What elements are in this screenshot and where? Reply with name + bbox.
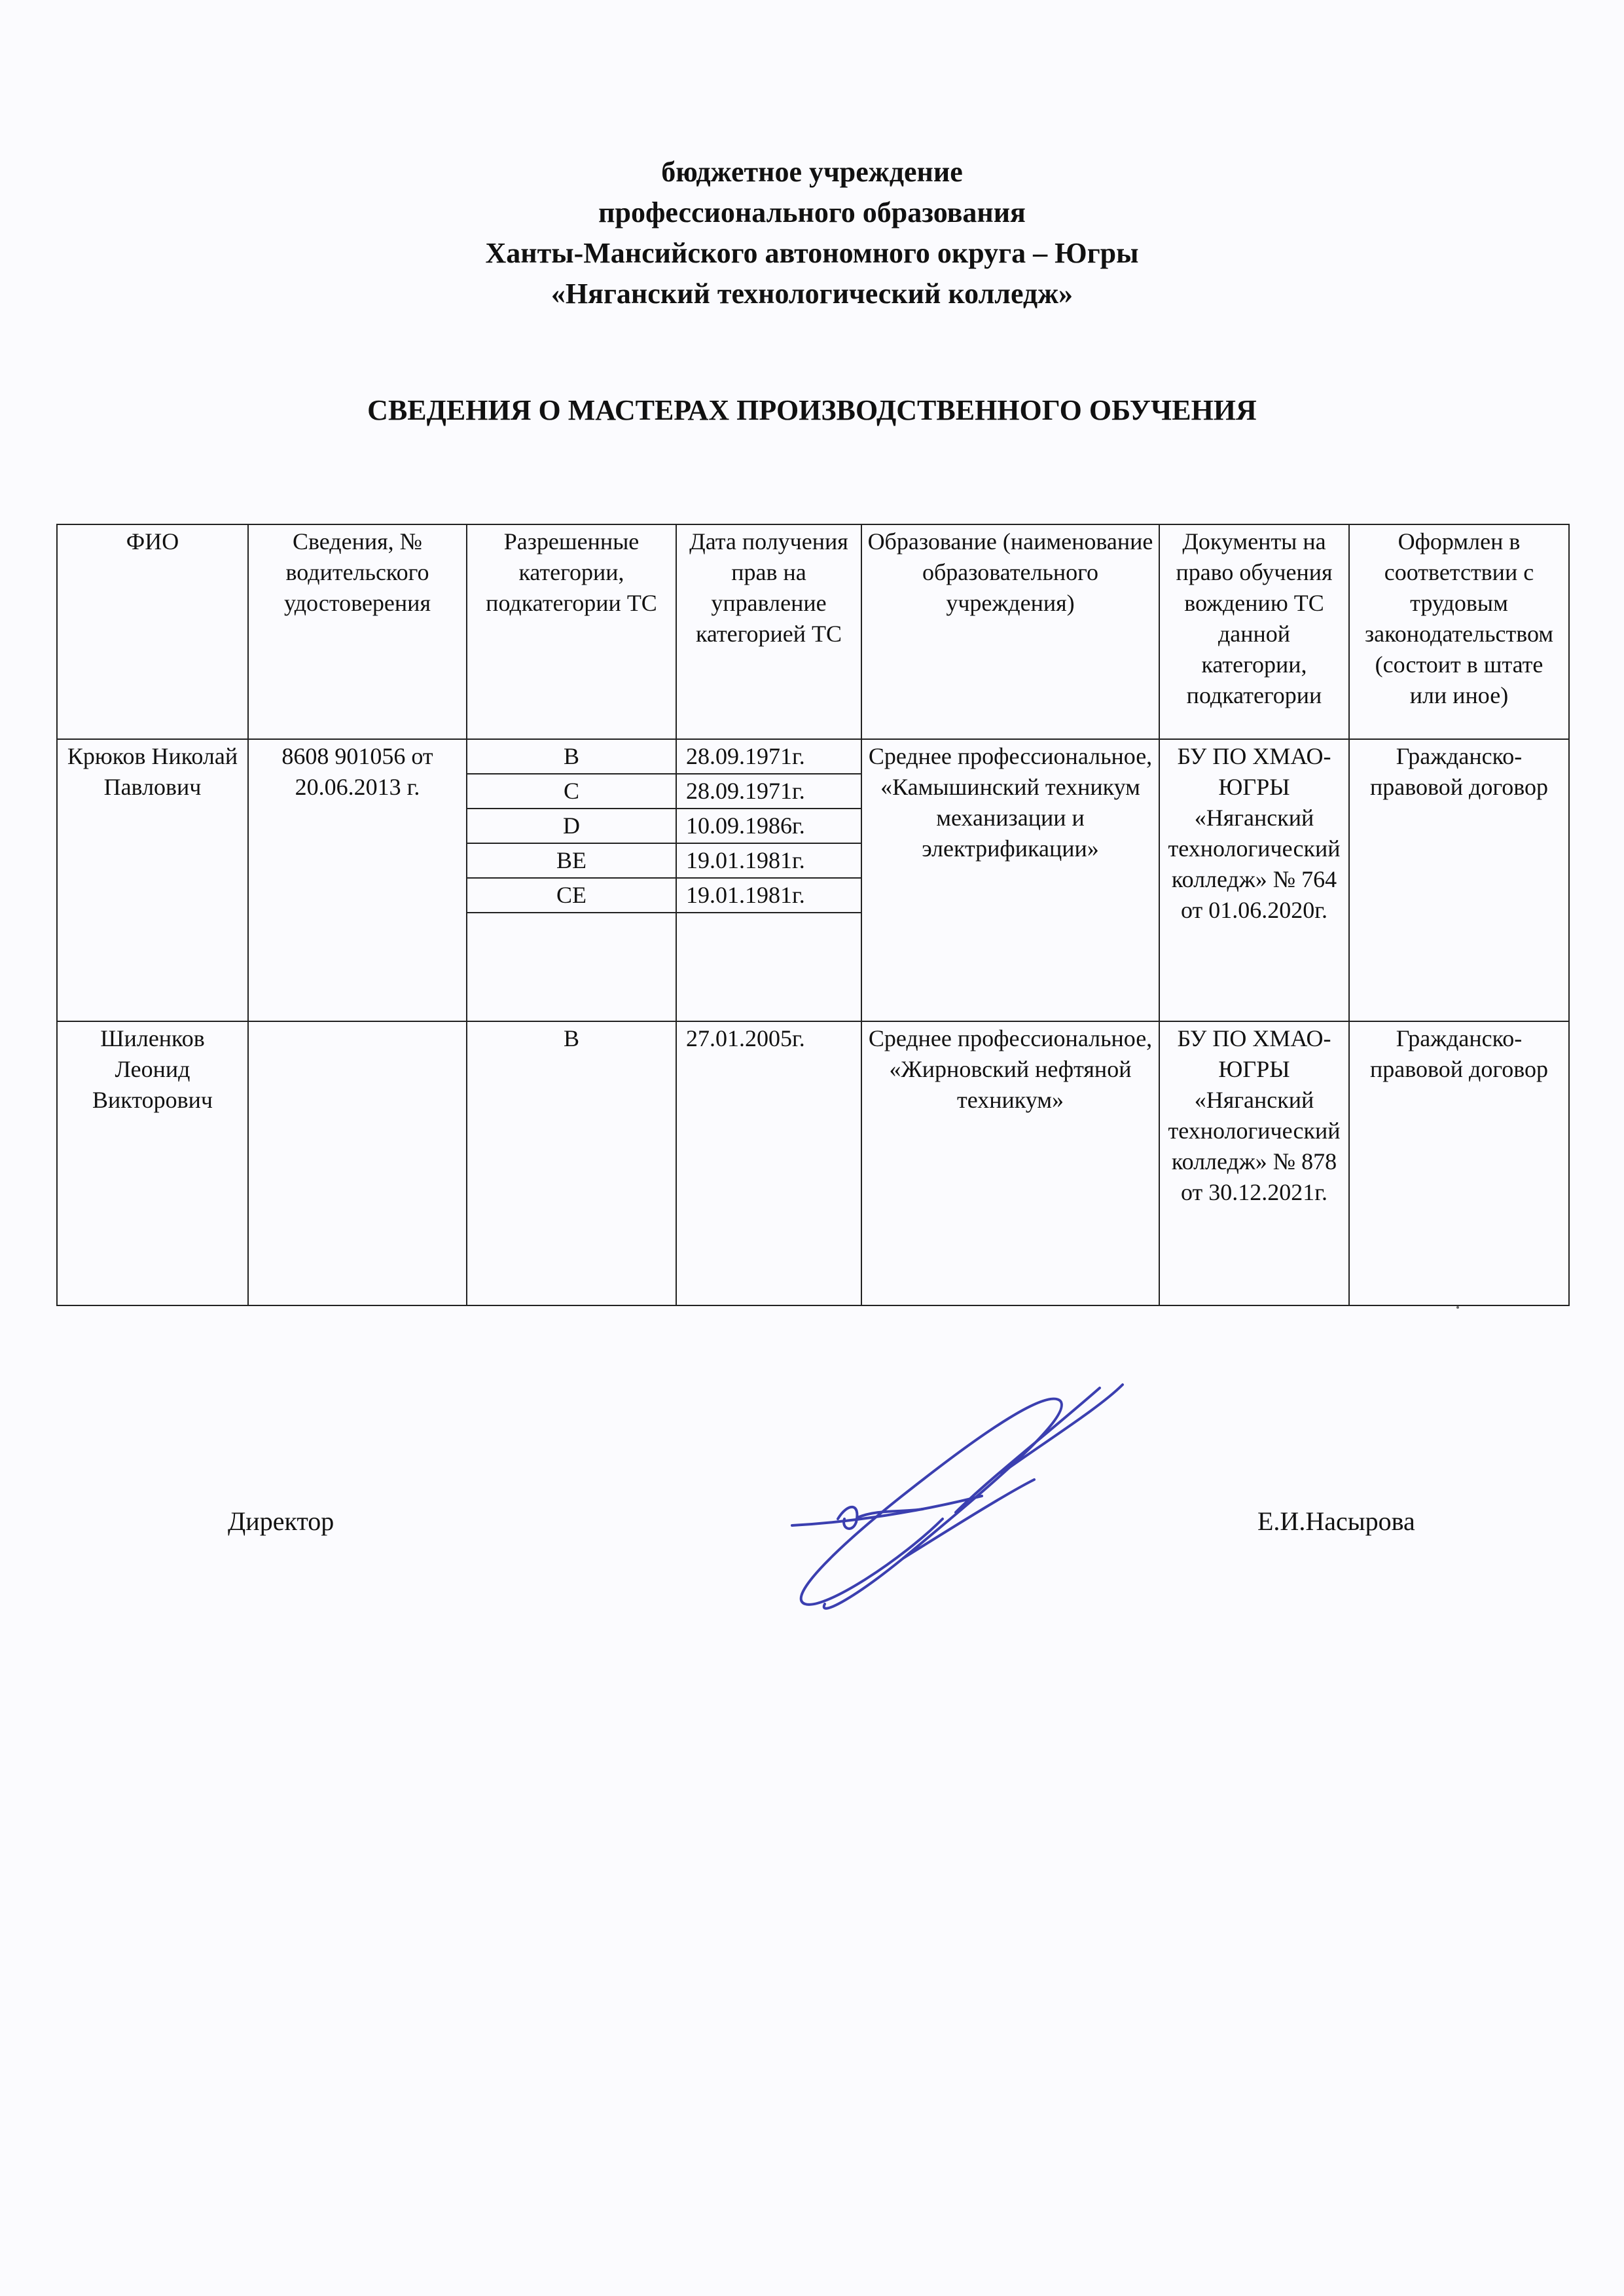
cell-category: C <box>467 774 676 809</box>
cell-category-date: 28.09.1971г. <box>676 774 861 809</box>
cell-license <box>248 1021 467 1305</box>
cell-fio: Крюков Николай Павлович <box>57 739 248 1021</box>
cell-employment: Гражданско-правовой договор <box>1349 1021 1569 1305</box>
signatory-name: Е.И.Насырова <box>1257 1506 1415 1536</box>
cell-documents: БУ ПО ХМАО-ЮГРЫ «Няганский технологический колледж» № 878 от 30.12.2021г. <box>1159 1021 1349 1305</box>
scan-speck <box>1456 1306 1459 1309</box>
cell-category: CE <box>467 878 676 913</box>
column-header-categories: Разрешенные категории, подкатегории ТС <box>467 524 676 739</box>
header-line-3: Ханты-Мансийского автономного округа – Югры <box>485 237 1139 269</box>
cell-documents: БУ ПО ХМАО-ЮГРЫ «Няганский технологический колледж» № 764 от 01.06.2020г. <box>1159 739 1349 1021</box>
table-row <box>57 1021 1569 1305</box>
column-header-license: Сведения, № водительского удостоверения <box>248 524 467 739</box>
cell-category: BE <box>467 843 676 878</box>
cell-category-date: 28.09.1971г. <box>676 739 861 774</box>
document-title: СВЕДЕНИЯ О МАСТЕРАХ ПРОИЗВОДСТВЕННОГО ОБУЧЕНИЯ <box>367 394 1257 426</box>
cell-category-date: 27.01.2005г. <box>676 1021 861 1305</box>
cell-category-empty <box>467 913 676 1021</box>
column-header-date: Дата получения прав на управление категорией ТС <box>676 524 861 739</box>
column-header-employment: Оформлен в соответствии с трудовым законодательством (состоит в штате или иное) <box>1349 524 1569 739</box>
cell-employment: Гражданско-правовой договор <box>1349 739 1569 1021</box>
signature-image <box>707 1362 1152 1624</box>
cell-fio: Шиленков Леонид Викторович <box>57 1021 248 1305</box>
column-header-documents: Документы на право обучения вождению ТС данной категории, подкатегории <box>1159 524 1349 739</box>
instructors-table <box>56 524 1570 1306</box>
cell-education: Среднее профессиональное, «Камышинский техникум механизации и электрификации» <box>861 739 1159 1021</box>
cell-category-date: 10.09.1986г. <box>676 809 861 843</box>
header-line-1: бюджетное учреждение <box>661 156 963 188</box>
signatory-position: Директор <box>228 1506 334 1536</box>
table-row <box>57 739 1569 774</box>
header-line-4: «Няганский технологический колледж» <box>550 278 1074 310</box>
cell-category-date-empty <box>676 913 861 1021</box>
table-header-row <box>57 524 1569 739</box>
organization-header <box>0 152 1624 314</box>
cell-category-date: 19.01.1981г. <box>676 878 861 913</box>
column-header-education: Образование (наименование образовательного учреждения) <box>861 524 1159 739</box>
cell-category: B <box>467 739 676 774</box>
cell-category: B <box>467 1021 676 1305</box>
cell-category: D <box>467 809 676 843</box>
column-header-fio: ФИО <box>57 524 248 739</box>
cell-category-date: 19.01.1981г. <box>676 843 861 878</box>
cell-education: Среднее профессиональное, «Жирновский нефтяной техникум» <box>861 1021 1159 1305</box>
header-line-2: профессионального образования <box>598 196 1026 228</box>
cell-license: 8608 901056 от 20.06.2013 г. <box>248 739 467 1021</box>
